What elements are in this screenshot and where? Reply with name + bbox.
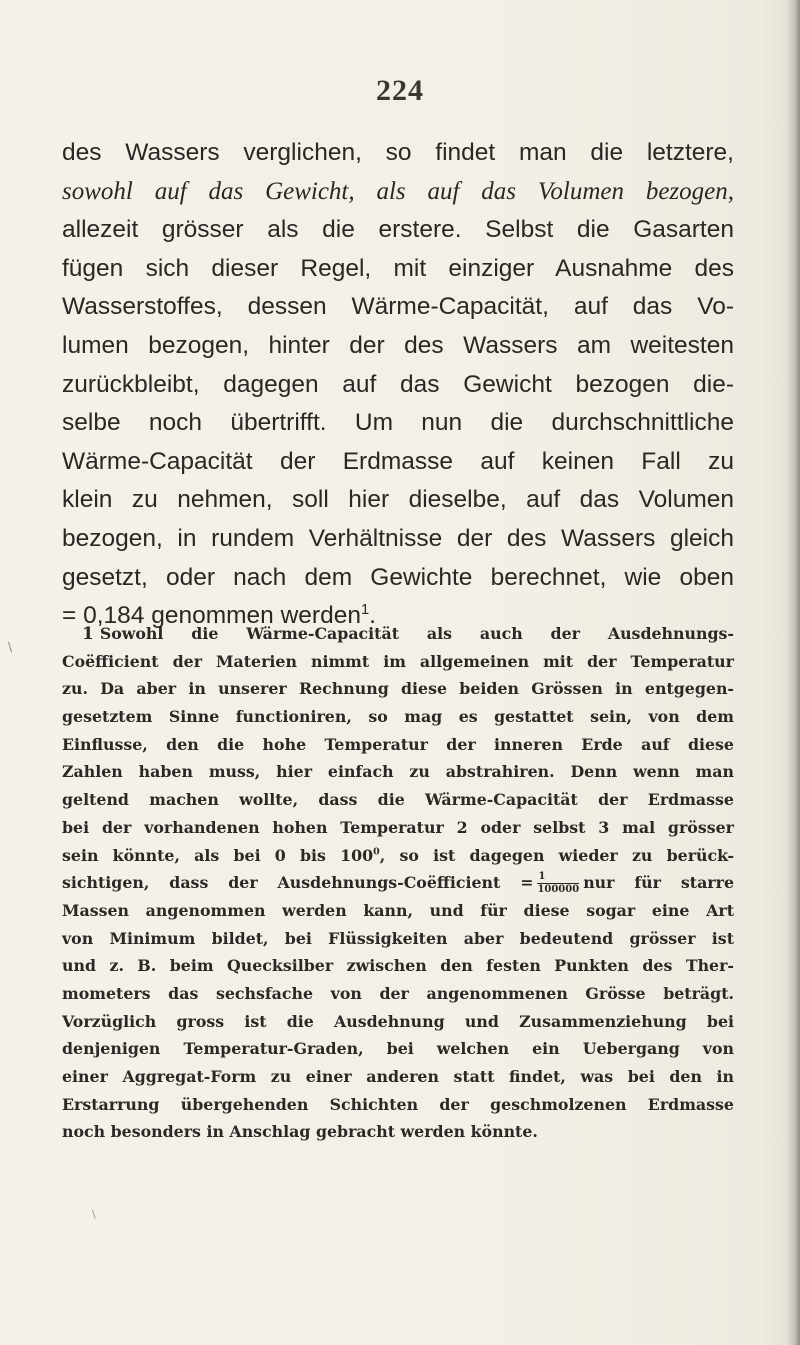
fraction-denominator: 100000 <box>537 884 580 896</box>
main-line-4: fügen sich dieser Regel, mit einziger Ausnahme des <box>62 254 734 282</box>
main-line-8: selbe noch übertrifft. Um nun die durchschnittliche <box>62 409 734 437</box>
footnote-line-18: Erstarrung übergehenden Schichten der geschmolzenen Erdmasse <box>62 1094 734 1114</box>
footnote-line-16: denjenigen Temperatur-Graden, bei welchen ein Uebergang von <box>62 1039 734 1059</box>
main-paragraph <box>62 134 734 636</box>
footnote-line-13: und z. B. beim Quecksilber zwischen den festen Punkten des Ther- <box>62 956 734 976</box>
main-line-5: Wasserstoffes, dessen Wärme-Capacität, auf das Vo- <box>62 293 734 321</box>
footnote-line-9 <box>62 842 734 870</box>
footnote-line-10-text: sichtigen, dass der Ausdehnungs-Coëfficient = <box>62 873 534 893</box>
footnote-line-3: zu. Da aber in unserer Rechnung diese beiden Grössen in entgegen- <box>62 679 734 699</box>
footnote-line-7: geltend machen wollte, dass die Wärme-Capacität der Erdmasse <box>62 790 734 810</box>
footnote-line-10 <box>62 869 734 897</box>
footnote-line-14: mometers das sechsfache von der angenommenen Grösse beträgt. <box>62 983 734 1003</box>
page-edge-shadow <box>786 0 800 1345</box>
main-line-6: lumen bezogen, hinter der des Wassers am weitesten <box>62 331 734 359</box>
footnote-line-8: bei der vorhandenen hohen Temperatur 2 oder selbst 3 mal grösser <box>62 817 734 837</box>
footnote-line-19: noch besonders in Anschlag gebracht werden könnte. <box>62 1122 538 1142</box>
footnote-line-11: Massen angenommen werden kann, und für diese sogar eine Art <box>62 900 734 920</box>
main-line-13-period: . <box>369 602 376 630</box>
footnote-line-4: gesetztem Sinne functioniren, so mag es gestattet sein, von dem <box>62 707 734 727</box>
main-line-1: des Wassers verglichen, so findet man die letztere, <box>62 139 734 166</box>
footnote-line-10-tail: nur für starre <box>583 873 734 893</box>
footnote-line-9-tail: , so ist dagegen wieder zu berück- <box>379 845 734 865</box>
page-number: 224 <box>376 74 424 107</box>
footnote-line-6: Zahlen haben muss, hier einfach zu abstrahiren. Denn wenn man <box>62 762 734 782</box>
main-line-10: klein zu nehmen, soll hier dieselbe, auf das Volumen <box>62 486 734 514</box>
footnote-line-1 <box>62 620 734 648</box>
main-line-11: bezogen, in rundem Verhältnisse der des Wassers gleich <box>62 524 734 552</box>
footnote-marker: 1 <box>82 624 94 644</box>
main-line-2: sowohl auf das Gewicht, als auf das Volumen bezogen, <box>62 177 734 205</box>
fraction <box>537 872 579 895</box>
fraction-numerator: 1 <box>537 872 579 884</box>
footnote-line-2: Coëfficient der Materien nimmt im allgemeinen mit der Temperatur <box>62 651 734 671</box>
footnote-line-15: Vorzüglich gross ist die Ausdehnung und Zusammenziehung bei <box>62 1011 734 1031</box>
footnote-line-17: einer Aggregat-Form zu einer anderen statt findet, was bei den in <box>62 1067 734 1086</box>
degree-superscript: 0 <box>373 846 380 858</box>
main-line-9: Wärme-Capacität der Erdmasse auf keinen Fall zu <box>62 447 734 475</box>
footnote-reference: 1 <box>360 601 370 618</box>
footnote-line-1-text: Sowohl die Wärme-Capacität als auch der Ausdehnungs- <box>99 624 734 643</box>
footnote-line-5: Einflusse, den die hohe Temperatur der inneren Erde auf diese <box>62 734 734 754</box>
main-line-3: allezeit grösser als die erstere. Selbst die Gasarten <box>62 216 734 244</box>
footnote <box>62 620 734 1146</box>
footnote-line-12: von Minimum bildet, bei Flüssigkeiten aber bedeutend grösser ist <box>62 928 734 948</box>
main-line-12: gesetzt, oder nach dem Gewichte berechnet, wie oben <box>62 563 734 591</box>
main-line-7: zurückbleibt, dagegen auf das Gewicht bezogen die- <box>62 370 734 398</box>
main-line-13-text: = 0,184 genommen werden <box>62 602 361 630</box>
margin-stray-mark: \ <box>8 640 13 654</box>
footnote-line-9-text: sein könnte, als bei 0 bis 100 <box>62 845 374 865</box>
bottom-stray-mark: \ <box>92 1208 96 1221</box>
